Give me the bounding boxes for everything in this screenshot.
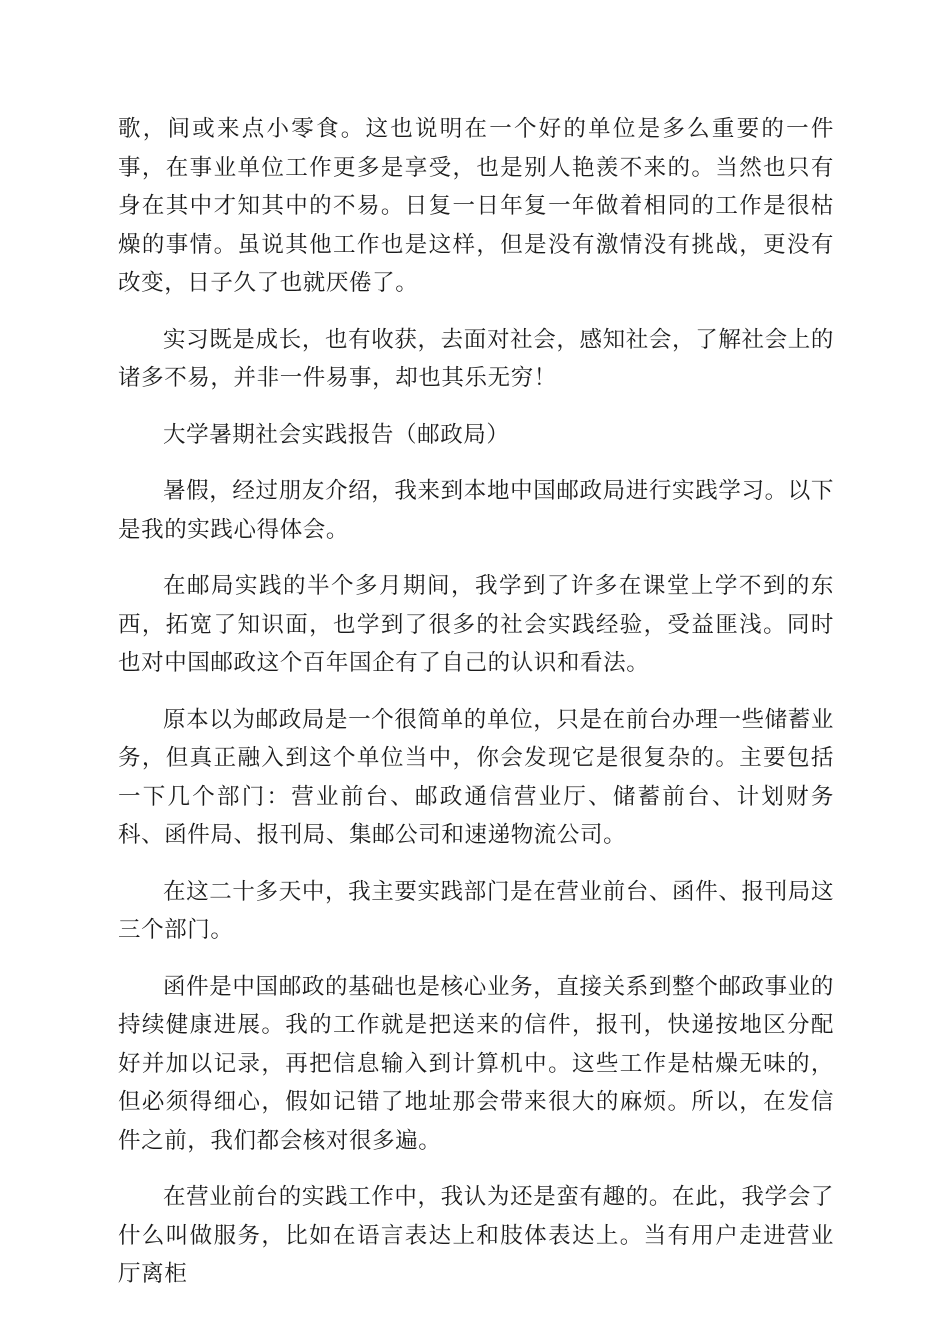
- section-heading: 大学暑期社会实践报告（邮政局）: [163, 421, 510, 448]
- paragraph: 实习既是成长，也有收获，去面对社会，感知社会，了解社会上的诸多不易，并非一件易事，却也其乐无穷！: [118, 326, 834, 391]
- paragraph: 原本以为邮政局是一个很简单的单位，只是在前台办理一些储蓄业务，但真正融入到这个单位当中，你会发现它是很复杂的。主要包括一下几个部门：营业前台、邮政通信营业厅、储蓄前台、计划财务科、函件局、报刊局、集邮公司和速递物流公司。: [118, 706, 834, 848]
- paragraph: 在邮局实践的半个多月期间，我学到了许多在课堂上学不到的东西，拓宽了知识面，也学到了很多的社会实践经验，受益匪浅。同时也对中国邮政这个百年国企有了自己的认识和看法。: [118, 573, 834, 676]
- paragraph: 函件是中国邮政的基础也是核心业务，直接关系到整个邮政事业的持续健康进展。我的工作就是把送来的信件，报刊，快递按地区分配好并加以记录，再把信息输入到计算机中。这些工作是枯燥无味的，但必须得细心，假如记错了地址那会带来很大的麻烦。所以，在发信件之前，我们都会核对很多遍。: [118, 973, 834, 1154]
- document-body: [118, 110, 834, 1312]
- paragraph: 暑假，经过朋友介绍，我来到本地中国邮政局进行实践学习。以下是我的实践心得体会。: [118, 478, 834, 543]
- paragraph: 在营业前台的实践工作中，我认为还是蛮有趣的。在此，我学会了什么叫做服务，比如在语言表达上和肢体表达上。当有用户走进营业厅离柜: [118, 1184, 834, 1287]
- paragraph: 在这二十多天中，我主要实践部门是在营业前台、函件、报刊局这三个部门。: [118, 878, 834, 943]
- paragraph-continued: 歌，间或来点小零食。这也说明在一个好的单位是多么重要的一件事，在事业单位工作更多是享受，也是别人艳羡不来的。当然也只有身在其中才知其中的不易。日复一日年复一年做着相同的工作是很枯燥的事情。虽说其他工作也是这样，但是没有激情没有挑战，更没有改变，日子久了也就厌倦了。: [118, 116, 834, 296]
